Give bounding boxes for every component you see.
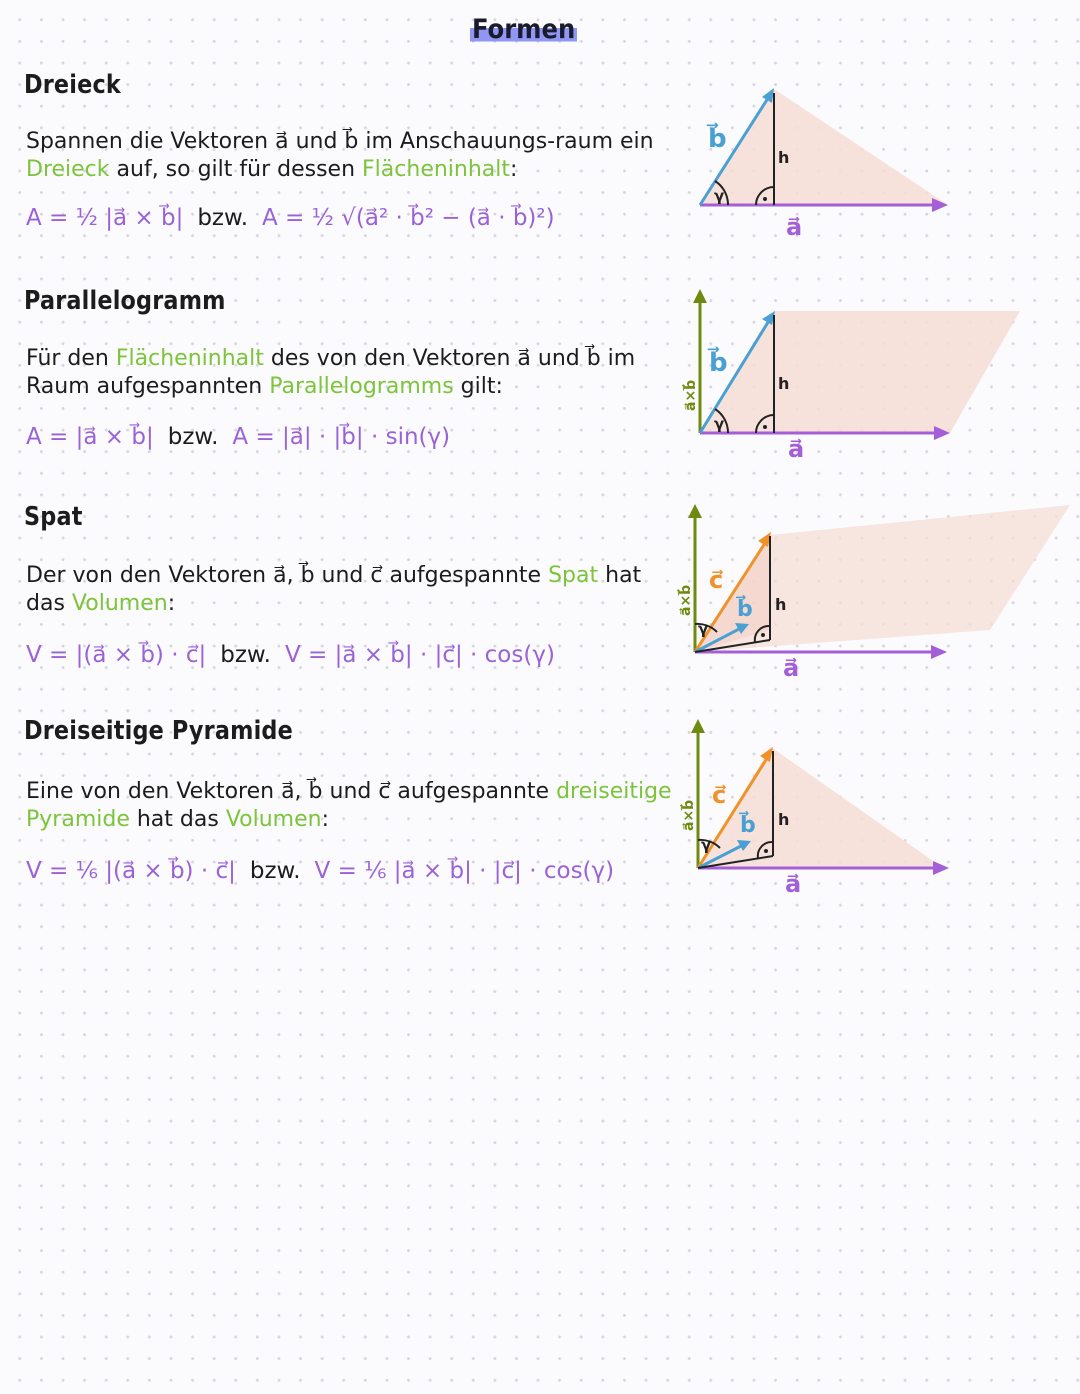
text-pyramide: Eine von den Vektoren a⃗, b⃗ und c⃗ aufgespannte dreiseitige Pyramide hat das Volumen: <box>26 779 672 832</box>
label-b: b⃗ <box>708 124 727 154</box>
formula-spat: V = |(a⃗ × b⃗) · c⃗| bzw. V = |a⃗ × b⃗| · |c⃗| · cos(γ) <box>26 642 555 668</box>
keyword-volumen: Volumen <box>71 591 168 616</box>
svg-text:a⃗×b⃗: a⃗×b⃗ <box>678 584 694 616</box>
formula-dreieck-1: A = ½ |a⃗ × b⃗| <box>26 205 184 231</box>
svg-text:b⃗: b⃗ <box>740 813 756 838</box>
formula-spat-1: V = |(a⃗ × b⃗) · c⃗| <box>26 642 207 668</box>
formula-parallelogramm: A = |a⃗ × b⃗| bzw. A = |a⃗| · |b⃗| · sin(γ) <box>26 424 451 450</box>
svg-text:c⃗: c⃗ <box>709 566 724 594</box>
keyword-pyramide: dreiseitige Pyramide <box>26 779 672 832</box>
svg-text:h: h <box>778 810 790 829</box>
diagram-spat <box>665 500 1075 685</box>
svg-text:a⃗×b⃗: a⃗×b⃗ <box>681 799 697 831</box>
svg-text:h: h <box>778 374 790 393</box>
parallelogram-area <box>700 311 1020 433</box>
keyword-dreieck: Dreieck <box>26 157 110 182</box>
formula-parallelogramm-1: A = |a⃗ × b⃗| <box>26 424 154 450</box>
formula-parallelogramm-2: A = |a⃗| · |b⃗| · sin(γ) <box>232 424 451 450</box>
keyword-parallelogramms: Parallelogramms <box>269 374 454 399</box>
label-h: h <box>778 148 790 167</box>
gamma-label: γ <box>714 187 725 205</box>
heading-spat: Spat <box>24 502 83 532</box>
keyword-spat: Spat <box>548 563 599 588</box>
diagram-parallelogramm <box>665 285 1035 465</box>
page-title: Formen <box>472 14 576 45</box>
svg-text:c⃗: c⃗ <box>712 781 727 809</box>
text-spat: Der von den Vektoren a⃗, b⃗ und c⃗ aufgespannte Spat hat das Volumen: <box>26 563 642 616</box>
formula-pyramide: V = ⅙ |(a⃗ × b⃗) · c⃗| bzw. V = ⅙ |a⃗ × b⃗| · |c⃗| · cos(γ) <box>26 858 615 884</box>
svg-text:a⃗: a⃗ <box>785 870 802 898</box>
keyword-flaecheninhalt: Flächeninhalt <box>362 157 511 182</box>
heading-parallelogramm: Parallelogramm <box>24 286 226 316</box>
svg-text:b⃗: b⃗ <box>737 597 753 622</box>
keyword-flaecheninhalt-2: Flächeninhalt <box>115 346 264 371</box>
text-parallelogramm: Für den Flächeninhalt des von den Vektoren a⃗ und b⃗ im Raum aufgespannten Parallelogramms gilt: <box>26 346 636 399</box>
label-cross: a⃗×b⃗ <box>683 379 699 411</box>
heading-dreieck: Dreieck <box>24 70 121 100</box>
keyword-volumen-2: Volumen <box>225 807 322 832</box>
svg-text:γ: γ <box>701 836 712 854</box>
label-a: a⃗ <box>786 213 803 241</box>
svg-text:h: h <box>775 595 787 614</box>
heading-pyramide: Dreiseitige Pyramide <box>24 716 293 746</box>
svg-text:γ: γ <box>698 620 709 638</box>
svg-text:a⃗: a⃗ <box>788 435 805 463</box>
diagram-dreieck <box>690 75 970 245</box>
formula-spat-2: V = |a⃗ × b⃗| · |c⃗| · cos(γ) <box>284 642 555 668</box>
formula-dreieck-2: A = ½ √(a⃗² · b⃗² − (a⃗ · b⃗)²) <box>262 205 555 231</box>
formula-pyramide-1: V = ⅙ |(a⃗ × b⃗) · c⃗| <box>26 858 236 884</box>
svg-text:a⃗: a⃗ <box>783 654 800 682</box>
formula-pyramide-2: V = ⅙ |a⃗ × b⃗| · |c⃗| · cos(γ) <box>314 858 615 884</box>
formula-dreieck: A = ½ |a⃗ × b⃗| bzw. A = ½ √(a⃗² · b⃗² − (a⃗ · b⃗)²) <box>26 205 555 231</box>
svg-text:γ: γ <box>714 415 725 433</box>
svg-text:b⃗: b⃗ <box>709 348 728 378</box>
diagram-pyramide <box>665 715 975 900</box>
text-dreieck: Spannen die Vektoren a⃗ und b⃗ im Anschauungs-raum ein Dreieck auf, so gilt für dessen Flächeninhalt: <box>26 129 654 182</box>
